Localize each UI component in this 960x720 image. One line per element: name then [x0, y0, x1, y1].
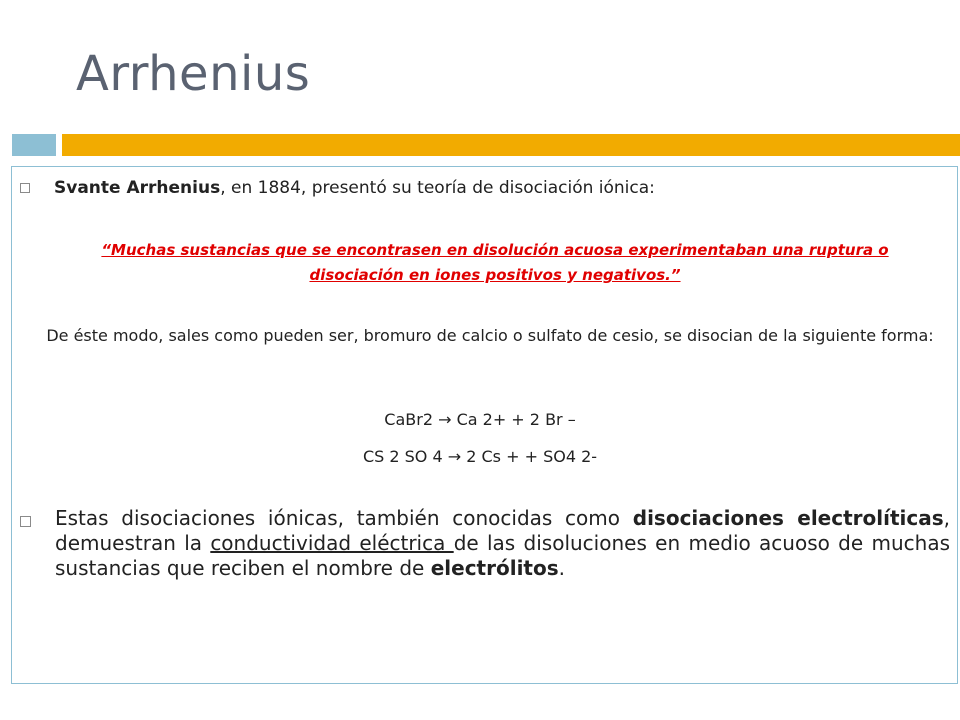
quote-line-2: disociación en iones positivos y negativos.”: [309, 266, 681, 284]
bullet-text: [54, 178, 655, 198]
equation-cesium-sulfate: CS 2 SO 4 → 2 Cs + + SO4 2-: [362, 447, 598, 466]
explanation-paragraph: De éste modo, sales como pueden ser, bromuro de calcio o sulfato de cesio, se disocian de la siguiente forma:: [46, 326, 934, 345]
text-part-2: , demuestran la: [55, 506, 951, 555]
accent-bar-orange: [62, 134, 960, 156]
bold-term-electrolytes: electrólitos: [430, 556, 559, 580]
text-end: .: [558, 556, 565, 580]
bullet-rest: , en 1884, presentó su teoría de disociación iónica:: [220, 178, 655, 198]
bullet-item-arrhenius: [20, 178, 920, 198]
bullet-item-electrolytes: [20, 506, 950, 581]
square-bullet-icon: [20, 516, 31, 527]
quote-block: [40, 238, 950, 288]
quote-line-1: “Muchas sustancias que se encontrasen en disolución acuosa experimentaban una ruptura o: [101, 241, 889, 259]
bold-term-electrolytic: disociaciones electrolíticas: [632, 506, 944, 530]
text-part-3: de las disoluciones en medio acuoso de muchas sustancias que reciben el nombre de: [55, 531, 950, 580]
accent-bar-blue: [12, 134, 56, 156]
bullet-name: Svante Arrhenius: [54, 178, 221, 198]
square-bullet-icon: [20, 183, 30, 193]
text-part-1: Estas disociaciones iónicas, también conocidas como: [55, 506, 633, 530]
electrolytes-text: [55, 506, 950, 581]
underlined-term-conductivity: conductividad eléctrica: [210, 531, 454, 555]
equation-calcium-bromide: CaBr2 → Ca 2+ + 2 Br –: [384, 410, 576, 429]
slide-title: Arrhenius: [76, 46, 311, 102]
